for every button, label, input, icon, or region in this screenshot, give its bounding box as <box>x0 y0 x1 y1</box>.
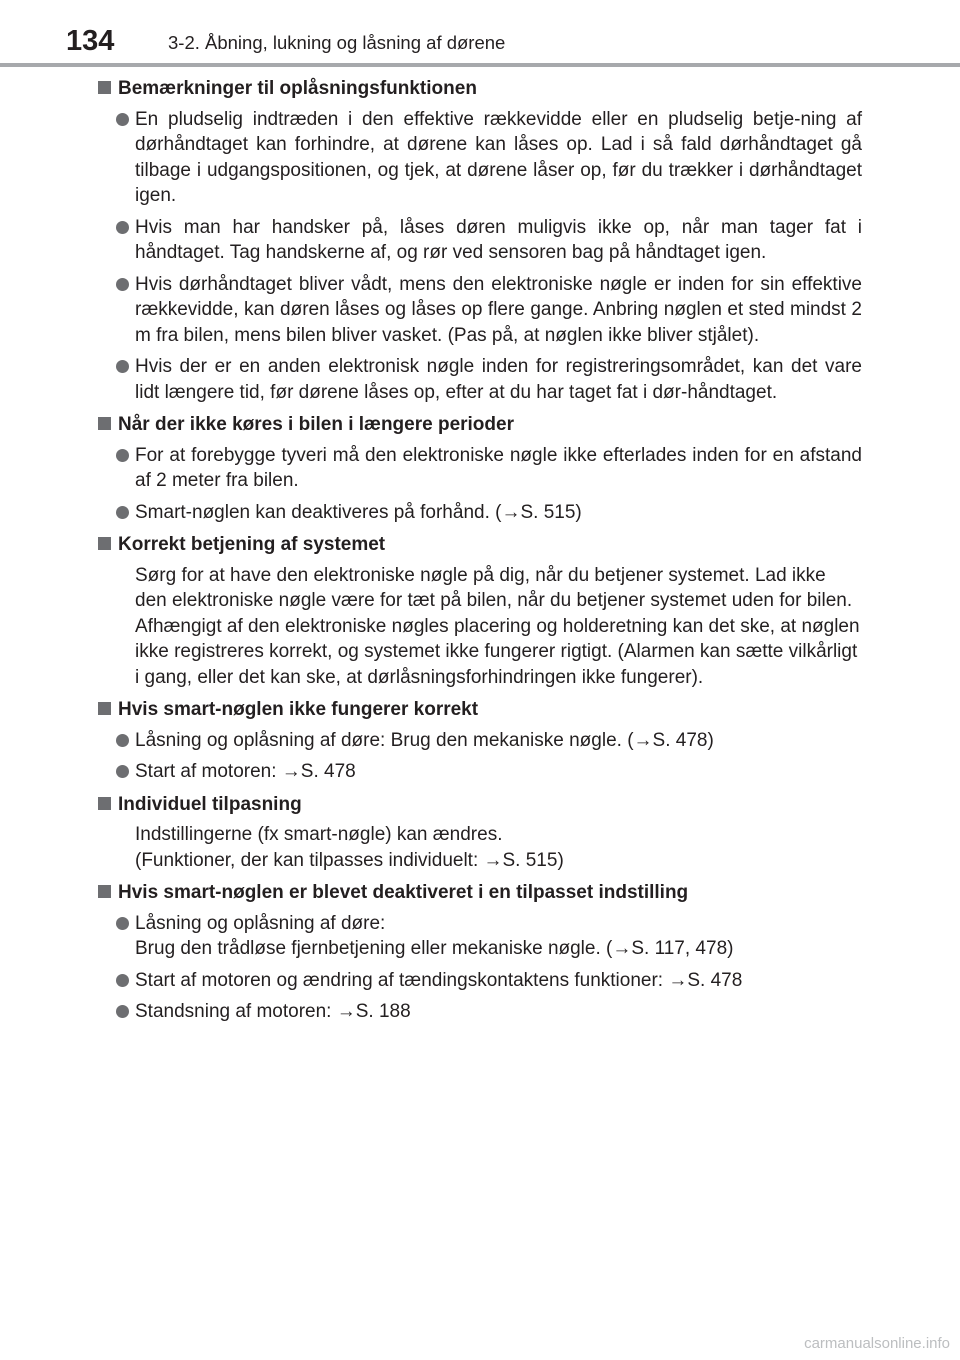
round-bullet-icon <box>116 360 129 373</box>
section-customization <box>98 792 862 874</box>
paragraph: (Funktioner, der kan tilpasses individuelt: →S. 515) <box>135 849 564 871</box>
section-heading-text: Bemærkninger til oplåsningsfunktionen <box>118 78 477 99</box>
page-body <box>98 76 862 1032</box>
list-item-text: Start af motoren: →S. 478 <box>135 761 356 782</box>
list-item-text: Start af motoren og ændring af tændingskontaktens funktioner: →S. 478 <box>135 969 743 991</box>
square-bullet-icon <box>98 81 111 94</box>
list-item <box>98 107 862 209</box>
round-bullet-icon <box>116 765 129 778</box>
square-bullet-icon <box>98 797 111 810</box>
square-bullet-icon <box>98 417 111 430</box>
list-item-continuation: Brug den trådløse fjernbetjening eller mekaniske nøgle. (→S. 117, 478) <box>135 938 734 959</box>
round-bullet-icon <box>116 278 129 291</box>
list-item-text: Standsning af motoren: →S. 188 <box>135 1001 411 1022</box>
paragraph: Indstillingerne (fx smart-nøgle) kan ændres. <box>135 824 503 845</box>
section-heading-text: Hvis smart-nøglen er blevet deaktiveret i en tilpasset indstilling <box>118 882 689 903</box>
round-bullet-icon <box>116 917 129 930</box>
section-heading <box>98 792 862 818</box>
section-long-parking <box>98 412 862 525</box>
watermark: carmanualsonline.info <box>804 1335 950 1352</box>
section-unlock-notes <box>98 76 862 405</box>
list-item-text: Låsning og oplåsning af døre: Brug den mekaniske nøgle. (→S. 478) <box>135 729 714 751</box>
section-smart-key-malfunction <box>98 697 862 785</box>
page-number: 134 <box>66 25 115 57</box>
list-item <box>98 728 862 754</box>
list-item <box>98 272 862 349</box>
list-item <box>98 443 862 494</box>
section-correct-operation <box>98 532 862 690</box>
section-smart-key-deactivated <box>98 880 862 1025</box>
list-item <box>98 215 862 266</box>
section-heading <box>98 880 862 906</box>
section-heading <box>98 532 862 558</box>
header-divider <box>0 63 960 67</box>
list-item-text: Hvis man har handsker på, låses døren muligvis ikke op, når man tager fat i håndtaget. Tag handskerne af, og rør ved sensoren bag på håndtaget igen. <box>135 216 862 263</box>
square-bullet-icon <box>98 885 111 898</box>
section-heading <box>98 412 862 438</box>
list-item <box>98 759 862 785</box>
section-heading <box>98 76 862 102</box>
paragraph: Afhængigt af den elektroniske nøgles placering og holderetning kan det ske, at nøglen ikke registreres korrekt, og systemet ikke fungerer rigtigt. (Alarmen kan sætte vilkårligt i gang, eller det kan ske, at dørlåsningsforhindringen ikke fungerer). <box>135 615 860 688</box>
round-bullet-icon <box>116 221 129 234</box>
list-item-text: En pludselig indtræden i den effektive rækkevidde eller en pludselig betje-ning af dørhåndtaget kan forhindre, at dørene kan låses op. Lad i så fald dørhåndtaget gå tilbage i udgangspositionen, og tjek, at dørene låser op, før du trækker i dørhåndtaget igen. <box>135 108 862 206</box>
square-bullet-icon <box>98 537 111 550</box>
list-item <box>98 999 862 1025</box>
round-bullet-icon <box>116 449 129 462</box>
square-bullet-icon <box>98 702 111 715</box>
list-item-text: For at forebygge tyveri må den elektroniske nøgle ikke efterlades inden for en afstand af 2 meter fra bilen. <box>135 444 862 491</box>
section-heading-text: Individuel tilpasning <box>118 793 302 815</box>
list-item <box>98 968 862 994</box>
list-item-text: Smart-nøglen kan deaktiveres på forhånd. (→S. 515) <box>135 501 582 523</box>
list-item-text: Hvis der er en anden elektronisk nøgle inden for registreringsområdet, kan det vare lidt længere tid, før dørene låses op, efter at du har taget fat i dør-håndtaget. <box>135 356 862 403</box>
round-bullet-icon <box>116 113 129 126</box>
list-item-text: Hvis dørhåndtaget bliver vådt, mens den elektroniske nøgle er inden for sin effektive rækkevidde, kan døren låses og låses op flere gange. Anbring nøglen et sted mindst 2 m fra bilen, mens bilen bliver vasket. (Pas på, at nøglen ikke bliver stjålet). <box>135 273 862 346</box>
section-heading-text: Korrekt betjening af systemet <box>118 534 386 555</box>
list-item-text: Låsning og oplåsning af døre: <box>135 912 386 934</box>
list-item <box>98 354 862 405</box>
round-bullet-icon <box>116 974 129 987</box>
section-heading-text: Hvis smart-nøglen ikke fungerer korrekt <box>118 699 479 720</box>
round-bullet-icon <box>116 734 129 747</box>
round-bullet-icon <box>116 1005 129 1018</box>
paragraph: Sørg for at have den elektroniske nøgle på dig, når du betjener systemet. Lad ikke den elektroniske nøgle være for tæt på bilen, når du betjener systemet uden for bilen. <box>135 564 853 611</box>
chapter-title: 3-2. Åbning, lukning og låsning af dørene <box>168 32 506 53</box>
round-bullet-icon <box>116 506 129 519</box>
section-heading-text: Når der ikke køres i bilen i længere perioder <box>118 414 514 435</box>
list-item <box>98 500 862 526</box>
page-header <box>66 24 960 64</box>
section-heading <box>98 697 862 723</box>
list-item <box>98 911 862 962</box>
